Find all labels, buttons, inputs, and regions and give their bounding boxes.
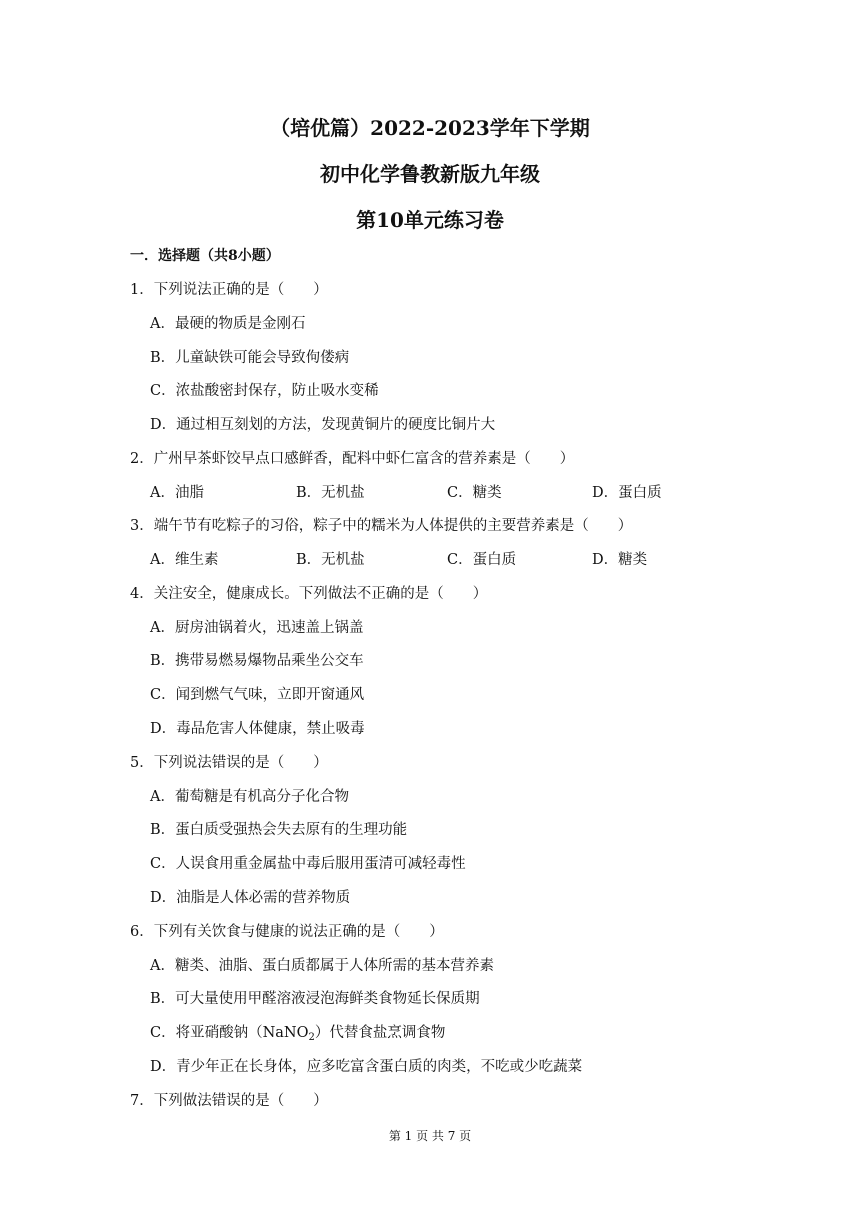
question-6-option-d: D．青少年正在长身体，应多吃富含蛋白质的肉类，不吃或少吃蔬菜 — [150, 1059, 583, 1075]
question-2-options — [150, 483, 750, 503]
question-5-option-d: D．油脂是人体必需的营养物质 — [150, 890, 351, 906]
question-5-option-b: B．蛋白质受强热会失去原有的生理功能 — [150, 822, 408, 838]
question-2-option-c: C．糖类 — [447, 485, 502, 501]
question-1-option-d: D．通过相互刻划的方法，发现黄铜片的硬度比铜片大 — [150, 417, 496, 433]
title-line-3: 第10单元练习卷 — [356, 208, 504, 232]
question-7-stem: 7．下列做法错误的是（ ） — [130, 1093, 328, 1109]
question-5-option-a: A．葡萄糖是有机高分子化合物 — [150, 789, 349, 805]
question-3-option-a: A．维生素 — [150, 552, 219, 568]
question-2-option-a: A．油脂 — [150, 485, 204, 501]
title-line-1: （培优篇）2022-2023学年下学期 — [270, 116, 590, 140]
page-footer: 第 1 页 共 7 页 — [388, 1129, 472, 1143]
question-5-stem: 5．下列说法错误的是（ ） — [130, 755, 328, 771]
question-3-options — [150, 550, 750, 570]
question-1-stem: 1．下列说法正确的是（ ） — [130, 282, 328, 298]
question-3-option-c: C．蛋白质 — [447, 552, 517, 568]
question-3-option-d: D．糖类 — [592, 552, 648, 568]
question-6-option-c — [150, 1023, 445, 1043]
question-4-stem: 4．关注安全，健康成长。下列做法不正确的是（ ） — [130, 586, 488, 602]
question-4-option-c: C．闻到燃气气味，立即开窗通风 — [150, 687, 365, 703]
question-4-option-d: D．毒品危害人体健康，禁止吸毒 — [150, 721, 365, 737]
title-line-2: 初中化学鲁教新版九年级 — [320, 162, 540, 186]
question-6-option-a: A．糖类、油脂、蛋白质都属于人体所需的基本营养素 — [150, 958, 494, 974]
question-3-stem: 3．端午节有吃粽子的习俗，粽子中的糯米为人体提供的主要营养素是（ ） — [130, 518, 633, 534]
question-4-option-b: B．携带易燃易爆物品乘坐公交车 — [150, 653, 364, 669]
question-6-option-c-text: C．将亚硝酸钠（NaNO — [150, 1025, 309, 1041]
question-6-option-b: B．可大量使用甲醛溶液浸泡海鲜类食物延长保质期 — [150, 991, 480, 1007]
question-2-option-b: B．无机盐 — [296, 485, 365, 501]
question-3-option-b: B．无机盐 — [296, 552, 365, 568]
question-1-option-a: A．最硬的物质是金刚石 — [150, 316, 306, 332]
question-4-option-a: A．厨房油锅着火，迅速盖上锅盖 — [150, 620, 364, 636]
question-6-option-c-tail: ）代替食盐烹调食物 — [314, 1025, 446, 1041]
question-2-option-d: D．蛋白质 — [592, 485, 662, 501]
question-2-stem: 2．广州早茶虾饺早点口感鲜香，配料中虾仁富含的营养素是（ ） — [130, 451, 575, 467]
section-heading: 一．选择题（共8小题） — [130, 248, 280, 264]
question-1-option-b: B．儿童缺铁可能会导致佝偻病 — [150, 350, 350, 366]
question-6-stem: 6．下列有关饮食与健康的说法正确的是（ ） — [130, 924, 444, 940]
question-6-option-c-subscript: 2 — [308, 1032, 315, 1043]
question-5-option-c: C．人误食用重金属盐中毒后服用蛋清可减轻毒性 — [150, 856, 466, 872]
question-1-option-c: C．浓盐酸密封保存，防止吸水变稀 — [150, 383, 379, 399]
